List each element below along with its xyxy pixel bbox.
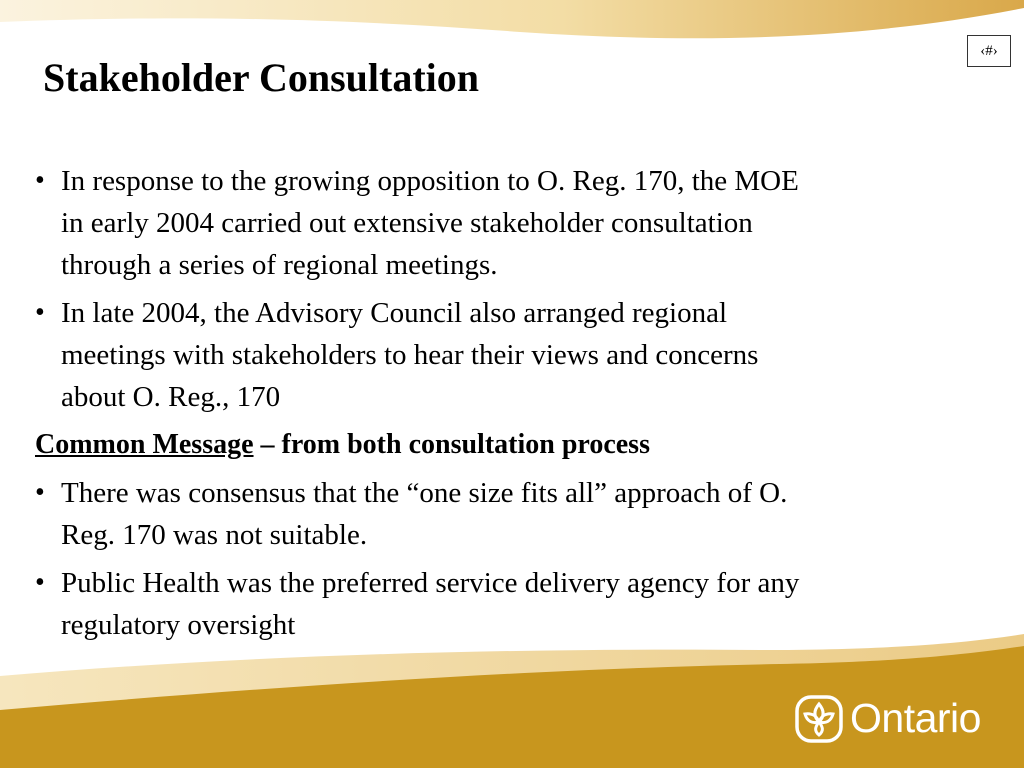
bullet-line: Reg. 170 was not suitable.: [61, 519, 368, 551]
bullet-line: There was consensus that the “one size fits all” approach of O.: [61, 477, 788, 509]
bullet-item: [35, 160, 965, 286]
bullet-line: in early 2004 carried out extensive stakeholder consultation: [61, 207, 753, 239]
top-decorative-wave: [0, 0, 1024, 60]
bullet-dot: •: [35, 477, 45, 508]
ontario-logo: [794, 692, 984, 744]
bullet-line: regulatory oversight: [61, 609, 296, 641]
slide-title: Stakeholder Consultation: [43, 55, 480, 100]
bullet-dot: •: [35, 165, 45, 196]
common-message-rest: – from both consultation process: [253, 429, 650, 460]
ontario-wordmark: Ontario: [850, 695, 981, 741]
bullet-line: meetings with stakeholders to hear their views and concerns: [61, 339, 759, 371]
slide-body: [35, 160, 965, 646]
common-message-lead: Common Message: [35, 429, 254, 460]
common-message-heading: [35, 424, 965, 466]
bullet-dot: •: [35, 567, 45, 598]
bullet-line: about O. Reg., 170: [61, 381, 281, 413]
bullet-line: Public Health was the preferred service delivery agency for any: [61, 567, 800, 599]
bullet-item: [35, 472, 965, 556]
bullet-line: through a series of regional meetings.: [61, 249, 498, 281]
bullet-item: [35, 292, 965, 418]
bullet-line: In late 2004, the Advisory Council also arranged regional: [61, 297, 728, 329]
bullet-dot: •: [35, 297, 45, 328]
bullet-line: In response to the growing opposition to O. Reg. 170, the MOE: [61, 165, 799, 197]
ontario-trillium-icon: [794, 694, 844, 744]
page-number-box: ‹#›: [967, 35, 1011, 67]
